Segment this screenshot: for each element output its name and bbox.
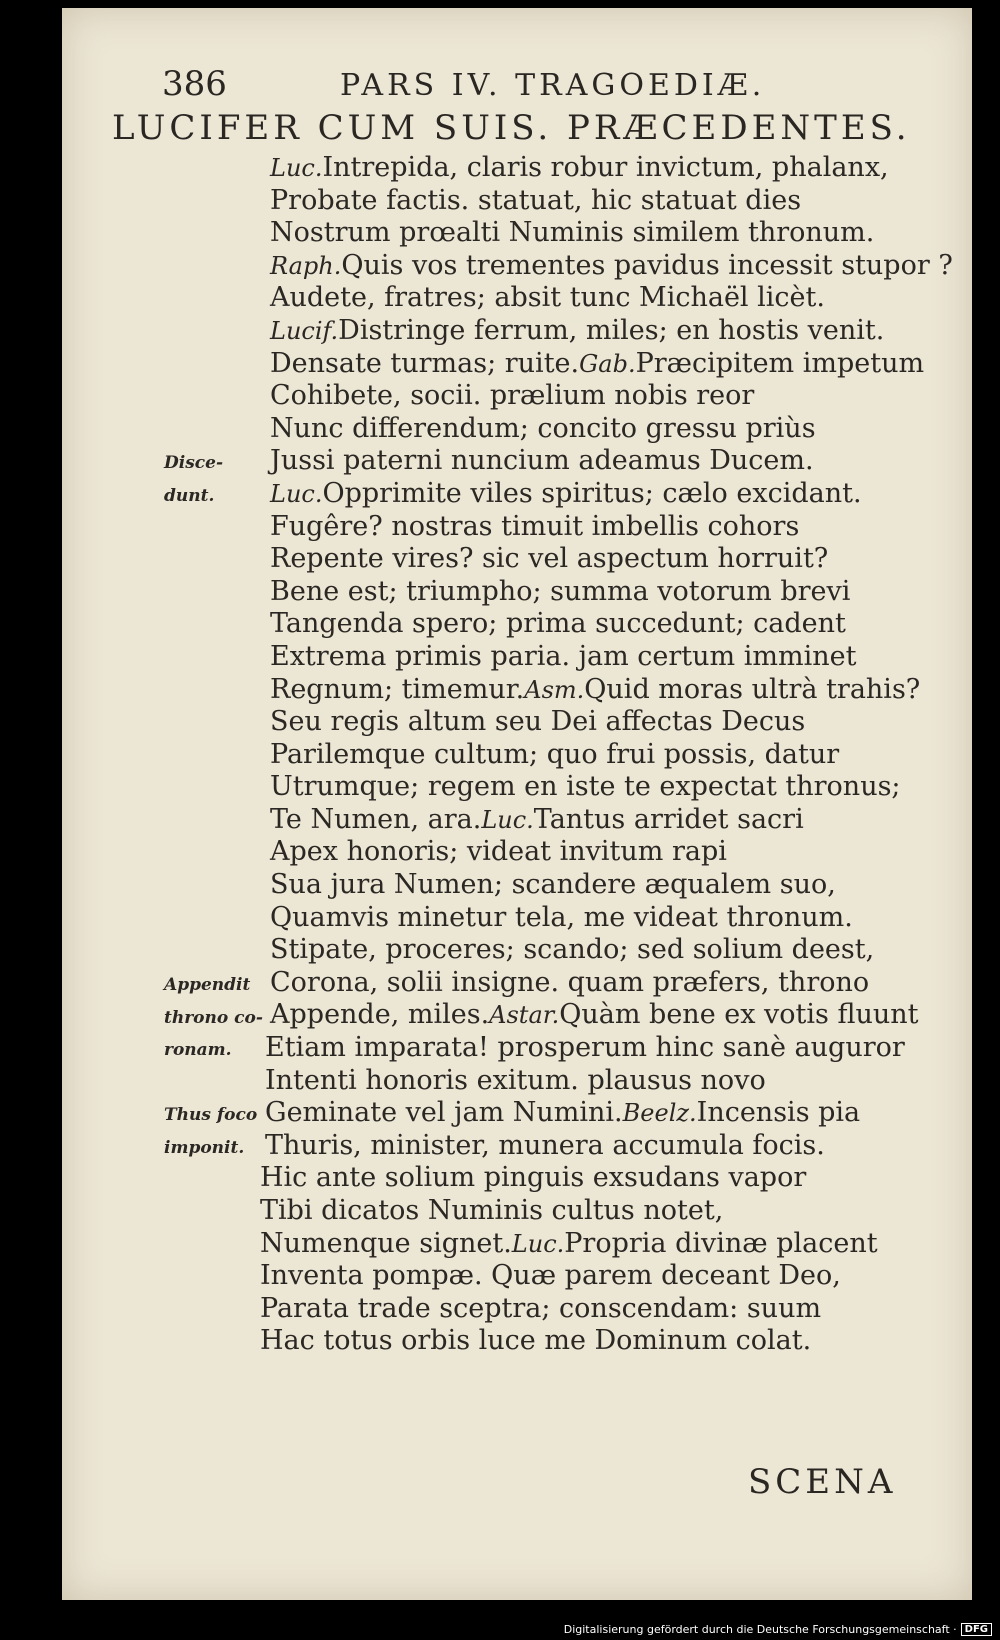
verse-line: [260, 1325, 950, 1358]
verse-line: [270, 934, 950, 967]
verse-line: [270, 706, 950, 739]
verse-text: Propria divinæ placent: [564, 1227, 878, 1259]
verse-text: Incensis pia: [696, 1097, 861, 1129]
verse-text: Apex honoris; videat invitum rapi: [270, 836, 727, 868]
scene-heading: LUCIFER CUM SUIS. PRÆCEDENTES.: [112, 108, 911, 148]
verse-text: Quid moras ultrà trahis?: [584, 673, 921, 705]
verse-line: [270, 999, 950, 1032]
verse-text: Quamvis minetur tela, me videat thronum.: [270, 901, 853, 933]
verse-text: Fugêre? nostras timuit imbellis cohors: [270, 510, 800, 542]
verse-line: [270, 641, 950, 674]
verse-text: Nostrum prœalti Numinis similem thronum.: [270, 217, 875, 249]
verse-text: Audete, fratres; absit tunc Michaël licèt.: [270, 282, 825, 314]
margin-note: imponit.: [164, 1138, 245, 1158]
verse-line: [270, 478, 950, 511]
verse-text: Stipate, proceres; scando; sed solium deest,: [270, 934, 875, 966]
speaker-label: Asm.: [524, 675, 585, 704]
verse-text: Hac totus orbis luce me Dominum colat.: [260, 1325, 812, 1357]
speaker-label: Luc.: [481, 805, 534, 834]
speaker-label: Luc.: [270, 154, 323, 182]
verse-text: Te Numen, ara.: [270, 803, 482, 835]
verse-line: [270, 869, 950, 902]
verse-text: Intrepida, claris robur invictum, phalanx,: [322, 152, 889, 183]
speaker-label: Beelz.: [622, 1099, 697, 1128]
verse-text: Extrema primis paria. jam certum imminet: [270, 640, 857, 672]
verse-line: [270, 315, 950, 348]
margin-note: Disce-: [164, 453, 223, 474]
verse-line: [270, 576, 950, 609]
verse-line: [270, 152, 950, 185]
speaker-label: Astar.: [489, 1001, 560, 1030]
verse-text: Bene est; triumpho; summa votorum brevi: [270, 575, 851, 607]
verse-text: Seu regis altum seu Dei affectas Decus: [270, 706, 806, 738]
verse-line: [260, 1162, 950, 1195]
margin-note: ronam.: [164, 1040, 232, 1061]
verse-line: [270, 543, 950, 576]
verse-line: [270, 445, 950, 478]
margin-note: dunt.: [164, 486, 215, 506]
verse-text: Geminate vel jam Numini.: [265, 1097, 623, 1129]
dfg-logo: DFG: [961, 1623, 992, 1636]
verse-text: Præcipitem impetum: [635, 347, 925, 379]
verse-text: Intenti honoris exitum. plausus novo: [265, 1064, 766, 1096]
verse-text: Tibi dicatos Numinis cultus notet,: [260, 1195, 724, 1226]
verse-text: Cohibete, socii. prælium nobis reor: [270, 380, 755, 412]
verse-text: Corona, solii insigne. quam præfers, throno: [270, 966, 870, 998]
verse-line: [270, 739, 950, 772]
verse-line: [270, 804, 950, 837]
verse-text: Parata trade sceptra; conscendam: suum: [260, 1292, 822, 1324]
verse-line: [260, 1260, 950, 1293]
verse-text: Appende, miles.: [270, 999, 490, 1031]
margin-note: Thus foco: [164, 1105, 258, 1126]
verse-text: Numenque signet.: [260, 1227, 512, 1259]
verse-text: Distringe ferrum, miles; en hostis venit.: [338, 314, 885, 346]
verse-text: Nunc differendum; concito gressu priùs: [270, 412, 816, 444]
verse-line: [270, 771, 950, 804]
verse-text: Quis vos trementes pavidus incessit stupor ?: [341, 249, 953, 281]
verse-line: [260, 1293, 950, 1326]
verse-text: Tangenda spero; prima succedunt; cadent: [270, 608, 846, 640]
verse-text: Hic ante solium pinguis exsudans vapor: [260, 1162, 807, 1194]
footer-text: Digitalisierung gefördert durch die Deutsche Forschungsgemeinschaft ·: [563, 1623, 957, 1636]
verse-line: [270, 185, 950, 218]
verse-block: [260, 152, 953, 1358]
speaker-label: Gab.: [579, 349, 636, 378]
verse-text: Etiam imparata! prosperum hinc sanè auguror: [265, 1032, 905, 1064]
speaker-label: Raph.: [270, 251, 342, 280]
speaker-label: Luc.: [511, 1229, 565, 1258]
verse-text: Sua jura Numen; scandere æqualem suo,: [270, 869, 836, 901]
page-header: [162, 64, 982, 104]
verse-line: [270, 348, 950, 381]
margin-note: throno co-: [164, 1007, 263, 1028]
verse-line: [265, 1032, 950, 1065]
verse-line: [270, 413, 950, 446]
verse-line: [265, 1097, 950, 1130]
verse-line: [265, 1065, 950, 1098]
speaker-label: Luc.: [270, 479, 323, 508]
verse-line: [270, 511, 950, 544]
verse-line: [270, 608, 950, 641]
verse-text: Quàm bene ex votis fluunt: [559, 999, 919, 1031]
footer: [564, 1623, 992, 1636]
verse-text: Inventa pompæ. Quæ parem deceant Deo,: [260, 1260, 841, 1292]
verse-line: [270, 217, 950, 250]
verse-line: [270, 380, 950, 413]
verse-line: [260, 1228, 950, 1261]
verse-text: Probate factis. statuat, hic statuat dies: [270, 184, 802, 216]
verse-text: Regnum; timemur.: [270, 673, 525, 705]
verse-line: [270, 282, 950, 315]
verse-text: Jussi paterni nuncium adeamus Ducem.: [270, 445, 814, 477]
verse-line: [270, 249, 953, 283]
verse-text: Utrumque; regem en iste te expectat thronus;: [270, 771, 901, 803]
verse-line: [265, 1130, 950, 1163]
running-title: PARS IV. TRAGOEDIÆ.: [340, 68, 766, 103]
verse-text: Parilemque cultum; quo frui possis, datur: [270, 738, 840, 770]
catchword: SCENA: [748, 1462, 897, 1502]
margin-note: Appendit: [164, 975, 251, 995]
verse-text: Repente vires? sic vel aspectum horruit?: [270, 543, 829, 575]
verse-line: [270, 902, 950, 935]
speaker-label: Lucif.: [270, 316, 339, 345]
verse-line: [270, 836, 950, 869]
page-number: 386: [162, 64, 227, 104]
verse-line: [270, 674, 950, 707]
verse-text: Tantus arridet sacri: [533, 803, 804, 835]
verse-text: Opprimite viles spiritus; cælo excidant.: [322, 477, 862, 509]
verse-text: Densate turmas; ruite.: [270, 347, 580, 379]
verse-text: Thuris, minister, munera accumula focis.: [265, 1129, 825, 1161]
verse-line: [260, 1195, 950, 1228]
verse-line: [270, 967, 950, 1000]
